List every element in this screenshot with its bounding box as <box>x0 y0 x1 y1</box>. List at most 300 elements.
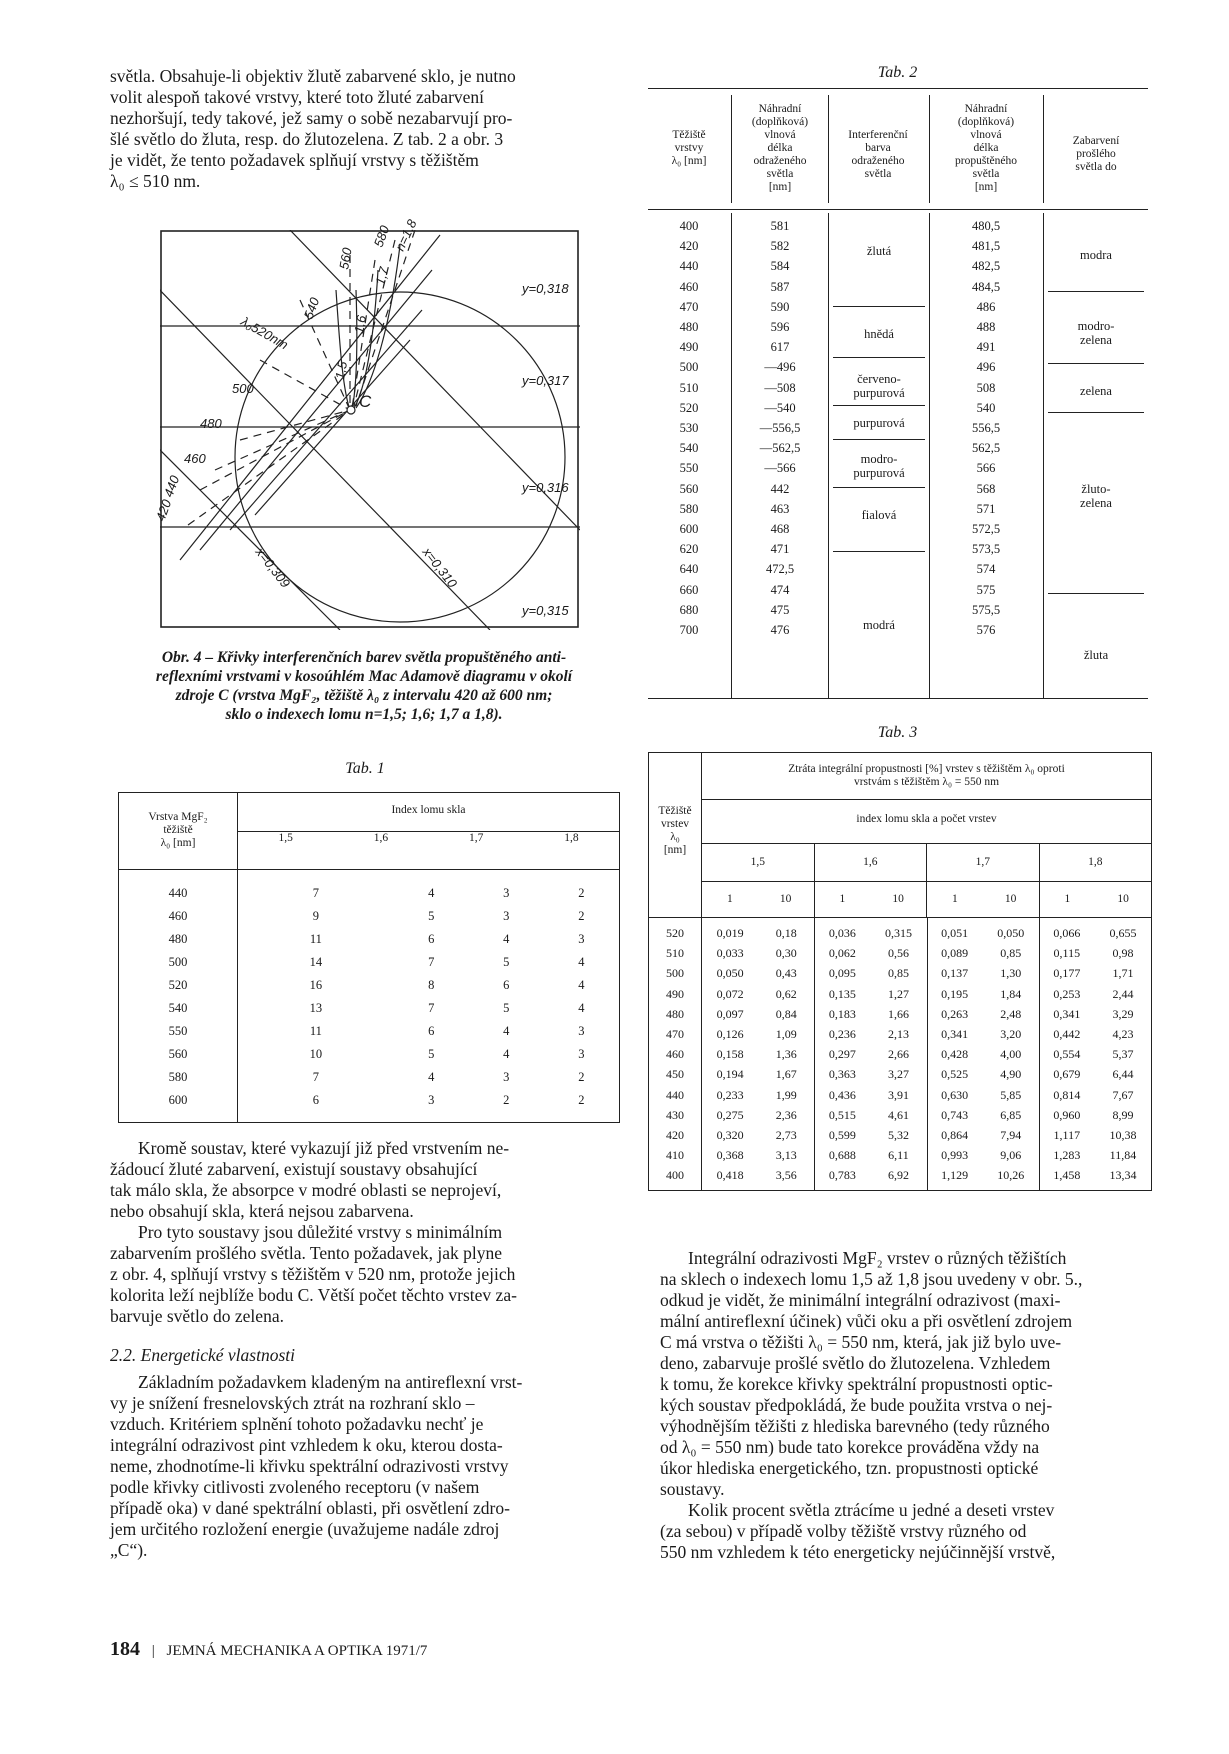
tab2-color: purpurová <box>853 466 905 480</box>
table-cell: 7 <box>428 1001 435 1015</box>
tab2-color: žlutá <box>866 244 892 258</box>
header-text: λ₀ [nm] <box>160 837 196 850</box>
table-cell: 0,253 <box>1053 986 1081 1001</box>
table-cell: 582 <box>770 239 790 254</box>
table-cell: 490 <box>666 986 684 1001</box>
footer-separator: | <box>151 1643 155 1659</box>
table-cell: 550 <box>119 1020 238 1043</box>
table-cell: 0,233 <box>716 1087 744 1102</box>
table-cell: 4 <box>428 1070 435 1084</box>
table-cell: 463 <box>770 501 790 516</box>
header-text: [nm] <box>768 181 792 193</box>
table-cell: 500 <box>679 360 699 375</box>
table-row <box>119 1089 619 1112</box>
tab2-body <box>648 213 1148 699</box>
tab2-tint: modro- <box>1077 319 1115 333</box>
table-cell: 0,158 <box>716 1047 744 1062</box>
label-480: 480 <box>200 416 222 431</box>
text-line: λ₀ ≤ 510 nm. <box>110 171 201 191</box>
tab3-head-n: 1,5 <box>702 843 815 881</box>
table-cell: 0,320 <box>716 1128 744 1142</box>
table-cell: 1,117 <box>1053 1128 1081 1142</box>
table-row <box>119 997 619 1020</box>
table-cell: 4 <box>578 978 585 992</box>
table-row <box>649 1067 1151 1087</box>
table-cell: 5 <box>428 1047 435 1061</box>
table-cell: 584 <box>770 259 790 274</box>
text-line: podle křivky citlivosti zvoleného receptoru (v našem <box>110 1477 480 1497</box>
table-cell: 7 <box>312 1070 319 1084</box>
table-cell: 475 <box>770 602 790 617</box>
table-cell: 587 <box>770 279 790 294</box>
text-line: Kromě soustav, které vykazují již před vrstvením ne- <box>138 1138 510 1158</box>
point-c <box>347 406 355 414</box>
label-y318: y=0,318 <box>522 281 569 296</box>
table-cell: 0,183 <box>828 1006 856 1021</box>
table-cell: 4 <box>503 1024 510 1038</box>
tab3-head-n: 1,6 <box>815 843 928 881</box>
table-cell: 0,599 <box>828 1128 856 1142</box>
table-cell: 14 <box>309 955 323 969</box>
header-text: vlnová <box>764 129 796 141</box>
table-cell: 0,097 <box>716 1006 744 1021</box>
tab3-head-n: 1,7 <box>927 843 1040 881</box>
table-cell: 530 <box>679 421 699 435</box>
table-cell: 0,62 <box>775 986 797 1001</box>
right-bottom-text <box>660 1248 1150 1563</box>
label-500: 500 <box>232 381 254 396</box>
table-cell: 0,515 <box>828 1107 856 1122</box>
header-text: vrstvy <box>674 142 704 154</box>
table-cell: 3 <box>503 1070 510 1084</box>
text-line: žádoucí žluté zabarvení, existují soustavy obsahující <box>110 1159 478 1179</box>
table-cell: 600 <box>119 1089 238 1112</box>
table-cell: 566 <box>976 461 996 476</box>
table-cell: 550 <box>679 461 699 476</box>
table-cell: 573,5 <box>971 542 1001 557</box>
table-cell: 0,263 <box>941 1006 969 1021</box>
header-text: odraženého <box>753 155 807 167</box>
table-cell: 470 <box>679 299 699 314</box>
table-cell: 0,960 <box>1053 1107 1081 1122</box>
table-cell: 2,48 <box>1000 1006 1022 1021</box>
table-cell: 580 <box>119 1066 238 1089</box>
table-cell: 0,062 <box>828 946 856 961</box>
table-cell: —562,5 <box>759 441 801 456</box>
table-cell: 430 <box>666 1107 684 1122</box>
table-cell: 1,36 <box>775 1047 797 1062</box>
table-row <box>119 1020 619 1043</box>
table-cell: 3,13 <box>775 1148 797 1163</box>
header-text: prošlého <box>1076 148 1116 160</box>
tab1-head-n: 1,6 <box>373 832 389 845</box>
tab2-tint: žluto- <box>1081 482 1111 496</box>
text-line: světla. Obsahuje-li objektiv žlutě zabarvené sklo, je nutno <box>110 66 516 86</box>
table-cell: 680 <box>679 602 699 617</box>
table-cell: 4,23 <box>1112 1027 1134 1041</box>
table-cell: 1,09 <box>775 1027 797 1041</box>
text-line: Základním požadavkem kladeným na antireflexní vrst- <box>138 1372 523 1392</box>
right-paragraph-1 <box>660 1248 1150 1500</box>
table-row <box>119 928 619 951</box>
table-cell: 1,99 <box>775 1087 797 1102</box>
table-cell: 420 <box>679 239 699 254</box>
table-cell: 488 <box>976 320 996 334</box>
header-text: λ₀ <box>670 831 680 843</box>
table-row <box>649 1047 1151 1067</box>
text-line: deno, zabarvuje prošlé světlo do žlutozelena. Vzhledem <box>660 1353 1051 1373</box>
table-cell: 1,71 <box>1112 966 1134 981</box>
table-cell: 0,341 <box>1053 1006 1081 1021</box>
tab2-tint: modra <box>1080 248 1112 262</box>
header-text: vrstev <box>660 818 690 830</box>
table-cell: 3,29 <box>1112 1006 1134 1021</box>
text-line: na sklech o indexech lomu 1,5 až 1,8 jsou uvedeny v obr. 5., <box>660 1269 1083 1289</box>
table-cell: 0,418 <box>716 1168 744 1183</box>
table-cell: 574 <box>976 562 996 577</box>
table-row <box>649 926 1151 946</box>
label-x309: x=0,309 <box>252 544 294 591</box>
table-cell: —556,5 <box>759 421 801 435</box>
header-text: Ztráta integrální propustnosti [%] vrstev s těžištěm λ₀ oproti <box>788 763 1065 775</box>
tab1-head-n: 1,8 <box>564 832 579 845</box>
header-text: odraženého <box>851 155 905 167</box>
table-cell: 2 <box>503 1093 510 1107</box>
table-cell: 1,458 <box>1053 1168 1081 1183</box>
table-cell: 6 <box>503 978 510 992</box>
page-number: 184 <box>110 1638 140 1660</box>
text-line: C má vrstva o těžišti λ₀ = 550 nm, která, jak již bylo uve- <box>660 1332 1062 1352</box>
caption-line: reflexními vrstvami v kosoúhlém Mac Adamově diagramu v okolí <box>155 668 573 685</box>
table-row <box>649 987 1151 1007</box>
label-420: 420 <box>152 497 175 524</box>
text-line: mální antireflexní účinek) vůči oku a při osvětlení zdrojem <box>660 1311 1073 1331</box>
table-cell: —540 <box>764 400 796 415</box>
text-line: nezhoršují, tedy takové, jež samy o sobě nezabarvují pro- <box>110 108 513 128</box>
tab2-head-col3 <box>828 129 928 181</box>
table-cell: 5 <box>503 1001 510 1015</box>
table-cell: 560 <box>679 481 699 496</box>
table-cell: 2,36 <box>775 1107 797 1122</box>
left-bottom-text <box>110 1138 618 1561</box>
tab2-color: purpurová <box>853 386 905 400</box>
table-cell: 1,84 <box>1000 986 1022 1001</box>
table-cell: 0,050 <box>997 926 1025 940</box>
table-cell: 0,089 <box>941 946 969 961</box>
text-line: případě oka) v dané spektrální oblasti, při osvětlení zdro- <box>110 1498 510 1518</box>
table-row <box>119 869 619 905</box>
tab3-head-mid: index lomu skla a počet vrstev <box>856 813 997 825</box>
table-cell: 496 <box>976 360 996 375</box>
table-cell: 6,44 <box>1112 1067 1134 1082</box>
caption-line: sklo o indexech lomu n=1,5; 1,6; 1,7 a 1,8). <box>225 706 503 723</box>
table-row <box>649 1007 1151 1027</box>
tab1-head-col1 <box>119 793 238 869</box>
table-cell: 4 <box>578 1001 585 1015</box>
table-cell: 4 <box>578 955 585 969</box>
label-540: 540 <box>300 295 323 322</box>
header-text: Těžiště <box>672 129 706 141</box>
table-cell: 11,84 <box>1109 1148 1137 1163</box>
table-cell: 0,050 <box>716 966 744 981</box>
tab2-color: hnědá <box>864 327 894 341</box>
table-cell: 0,743 <box>941 1107 969 1122</box>
label-y316: y=0,316 <box>522 480 569 495</box>
table-row <box>649 966 1151 986</box>
table-cell: 581 <box>770 219 790 233</box>
label-440: 440 <box>160 473 183 500</box>
text-line: šlé světlo do žluta, resp. do žlutozelena. Z tab. 2 a obr. 3 <box>110 129 504 149</box>
table-cell: —496 <box>764 360 796 375</box>
label-580: 580 <box>370 223 393 250</box>
label-n18: n=1,8 <box>392 217 420 254</box>
table-cell: 4 <box>428 885 435 900</box>
top-left-text <box>110 66 618 192</box>
table-cell: 3 <box>428 1093 435 1107</box>
tab2-head-col1 <box>648 129 730 168</box>
table-cell: 1,30 <box>1000 966 1022 981</box>
table-cell: 7,94 <box>1000 1128 1022 1142</box>
x-line <box>150 440 340 630</box>
table-cell: 2 <box>578 885 585 900</box>
table-cell: 480 <box>119 928 238 951</box>
table-cell: 620 <box>679 542 699 557</box>
tab3-head-k: 10 <box>758 881 815 917</box>
table-cell: 1,66 <box>887 1006 909 1021</box>
table-cell: 3 <box>503 909 510 923</box>
tab2-tint: zelena <box>1080 333 1112 347</box>
table-cell: 13,34 <box>1109 1168 1137 1183</box>
header-text: [nm] <box>663 844 687 856</box>
n-curve <box>352 290 357 410</box>
label-520: λ₀520nm <box>238 313 291 353</box>
macadam-diagram <box>152 217 580 630</box>
header-text: vlnová <box>970 129 1002 141</box>
tab3-title: Tab. 3 <box>877 724 918 741</box>
tab2-head-col2 <box>732 103 828 194</box>
table-cell: 560 <box>119 1043 238 1066</box>
table-cell: 2,13 <box>887 1027 909 1041</box>
table-cell: 8,99 <box>1112 1107 1134 1122</box>
header-text: délka <box>973 142 999 154</box>
header-text: Vrstva MgF₂ <box>148 811 208 824</box>
section-heading: 2.2. Energetické vlastnosti <box>110 1345 295 1365</box>
header-text: délka <box>767 142 793 154</box>
tab2-color: modrá <box>863 618 895 632</box>
tab3-head-k: 1 <box>1064 893 1071 905</box>
table-cell: 2 <box>578 1093 585 1107</box>
table-cell: 0,033 <box>716 946 744 961</box>
table-cell: 440 <box>666 1087 684 1102</box>
tab3-head-k: 1 <box>727 893 733 905</box>
table-cell: 0,194 <box>716 1067 744 1082</box>
text-line: vzduch. Kritériem splnění tohoto požadavku nechť je <box>110 1414 484 1434</box>
table-cell: 0,783 <box>828 1168 856 1183</box>
table-cell: 0,56 <box>887 946 909 961</box>
table-cell: 484,5 <box>971 279 1001 294</box>
table-cell: 1,283 <box>1053 1148 1081 1163</box>
page-footer <box>110 1638 427 1661</box>
tab1-body <box>119 869 619 1122</box>
table-cell: 562,5 <box>971 441 1001 456</box>
tab1 <box>118 792 620 1123</box>
tab2-color: červeno- <box>857 372 901 386</box>
table-cell: 10 <box>309 1047 323 1061</box>
tab1-head-group: Index lomu skla <box>238 793 619 832</box>
table-cell: 8 <box>428 978 435 992</box>
table-cell: 10,38 <box>1109 1128 1137 1142</box>
table-cell: 420 <box>666 1128 684 1142</box>
table-cell: 0,18 <box>775 926 797 940</box>
top-left-paragraph <box>110 66 618 192</box>
table-cell: 0,85 <box>887 966 909 981</box>
table-cell: 3,56 <box>775 1168 797 1183</box>
table-cell: 5 <box>428 909 435 923</box>
table-cell: 472,5 <box>765 562 795 577</box>
table-cell: 476 <box>770 623 790 637</box>
table-cell: 590 <box>770 299 790 314</box>
text-line: odkud je vidět, že minimální integrální odrazivost (maxi- <box>660 1290 1061 1310</box>
tab2-title: Tab. 2 <box>877 64 918 81</box>
tab1-head-n: 1,5 <box>278 832 293 845</box>
ray-solid <box>230 310 422 530</box>
table-row <box>119 951 619 974</box>
label-560: 560 <box>336 246 355 271</box>
tab2-tint: zelena <box>1080 384 1112 398</box>
table-cell: 16 <box>309 978 323 992</box>
tab2-header <box>648 88 1148 210</box>
table-cell: 520 <box>666 926 684 940</box>
table-cell: 480 <box>679 320 699 334</box>
table-cell: 0,275 <box>716 1107 744 1122</box>
table-cell: 617 <box>770 340 790 355</box>
table-cell: 400 <box>666 1168 684 1183</box>
table-cell: 596 <box>770 320 790 334</box>
caption-line: Obr. 4 – Křivky interferenčních barev světla propuštěného anti- <box>161 649 567 666</box>
text-line: od λ₀ = 550 nm) bude tato korekce prováděna vždy na <box>660 1437 1040 1457</box>
table-cell: 474 <box>770 582 790 597</box>
tab3-head-col1 <box>649 805 701 857</box>
ray-solid <box>180 235 440 560</box>
tab2-head-col5 <box>1044 135 1148 174</box>
header-text: (doplňková) <box>751 116 809 128</box>
label-n16: 1,6 <box>351 314 370 335</box>
table-cell: 11 <box>309 932 322 946</box>
header-text: λ₀ [nm] <box>671 155 707 167</box>
tab1-head-n: 1,7 <box>468 832 484 845</box>
table-cell: 0,019 <box>716 926 744 940</box>
tab3-head-k: 10 <box>870 881 927 917</box>
table-cell: 0,43 <box>775 966 797 981</box>
table-cell: 1,67 <box>775 1067 797 1082</box>
table-cell: 7 <box>312 885 319 900</box>
table-cell: 640 <box>679 562 699 577</box>
table-cell: 6 <box>312 1093 319 1107</box>
text-line: soustavy. <box>660 1479 725 1499</box>
table-cell: 9,06 <box>1000 1148 1022 1163</box>
text-line: výhodnějším těžišti z hlediska barevného (tedy různého <box>660 1416 1050 1436</box>
right-paragraph-2 <box>660 1500 1150 1563</box>
table-cell: 460 <box>666 1047 684 1062</box>
table-cell: 0,679 <box>1053 1067 1081 1082</box>
table-cell: 0,095 <box>828 966 856 981</box>
tab3-head-k: 10 <box>983 881 1040 917</box>
header-text: (doplňková) <box>957 116 1015 128</box>
table-row <box>649 1128 1151 1148</box>
table-cell: 2 <box>578 1070 585 1084</box>
table-cell: 0,84 <box>775 1006 797 1021</box>
tab2 <box>648 88 1148 700</box>
header-text: těžiště <box>163 824 193 837</box>
table-cell: 4,90 <box>1000 1067 1022 1082</box>
table-cell: 442 <box>770 481 790 496</box>
table-cell: 0,126 <box>716 1027 744 1041</box>
table-cell: 575 <box>976 582 996 597</box>
tab2-tint: zelena <box>1080 496 1112 510</box>
table-cell: 4 <box>503 1047 510 1061</box>
tab3-head-n: 1,8 <box>1088 856 1103 868</box>
table-cell: 4 <box>503 932 510 946</box>
tab2-tint: žluta <box>1083 648 1109 662</box>
text-line: nebo obsahují skla, která nejsou zabarvena. <box>110 1201 414 1221</box>
table-cell: 500 <box>666 966 684 981</box>
table-row <box>649 1148 1151 1168</box>
table-cell: 0,554 <box>1053 1047 1081 1062</box>
diagram-frame <box>161 231 578 627</box>
table-cell: 510 <box>679 380 699 395</box>
text-line: integrální odrazivost ρint vzhledem k oku, kterou dosta- <box>110 1435 503 1455</box>
tab1-title: Tab. 1 <box>345 760 385 777</box>
text-line: vy je snížení fresnelovských ztrát na rozhraní sklo – <box>110 1393 475 1413</box>
tab3-header <box>649 753 1151 918</box>
table-cell: —566 <box>764 461 796 476</box>
table-cell: 5 <box>503 955 510 969</box>
table-cell: 0,072 <box>716 986 744 1001</box>
tab3 <box>648 752 1152 1191</box>
table-cell: 520 <box>119 974 238 997</box>
table-row <box>649 946 1151 966</box>
table-cell: 0,066 <box>1053 926 1081 940</box>
caption-line: zdroje C (vrstva MgF₂, těžiště λ₀ z intervalu 420 až 600 nm; <box>175 687 553 704</box>
header-text: světla <box>972 168 1000 180</box>
table-cell: 480 <box>666 1006 684 1021</box>
table-cell: 0,137 <box>941 966 969 981</box>
header-text: Náhradní <box>964 103 1008 115</box>
tab3-head-k: 1 <box>839 893 846 905</box>
table-cell: 6,92 <box>887 1168 909 1183</box>
table-cell: 0,315 <box>884 926 912 940</box>
table-cell: 11 <box>309 1024 322 1038</box>
header-text: světla <box>864 168 892 180</box>
table-cell: 7,67 <box>1112 1087 1134 1102</box>
table-cell: 556,5 <box>971 421 1001 435</box>
header-text: světla do <box>1075 161 1117 173</box>
label-n15: 1,5 <box>332 360 351 381</box>
table-cell: 2,66 <box>887 1047 909 1062</box>
table-cell: 0,297 <box>828 1047 856 1062</box>
table-cell: 0,688 <box>828 1148 856 1163</box>
text-line: je vidět, že tento požadavek splňují vrstvy s těžištěm <box>110 150 479 170</box>
text-line: tak málo skla, že absorpce v modré oblasti se neprojeví, <box>110 1180 502 1200</box>
left-paragraph-1 <box>110 1138 618 1222</box>
table-cell: 0,442 <box>1053 1027 1081 1041</box>
header-text: Interferenční <box>848 129 908 141</box>
label-y315: y=0,315 <box>522 603 569 618</box>
header-text: [nm] <box>974 181 998 193</box>
text-line: „C“). <box>110 1540 148 1560</box>
table-row <box>649 1088 1151 1108</box>
table-cell: 4,61 <box>887 1107 909 1122</box>
